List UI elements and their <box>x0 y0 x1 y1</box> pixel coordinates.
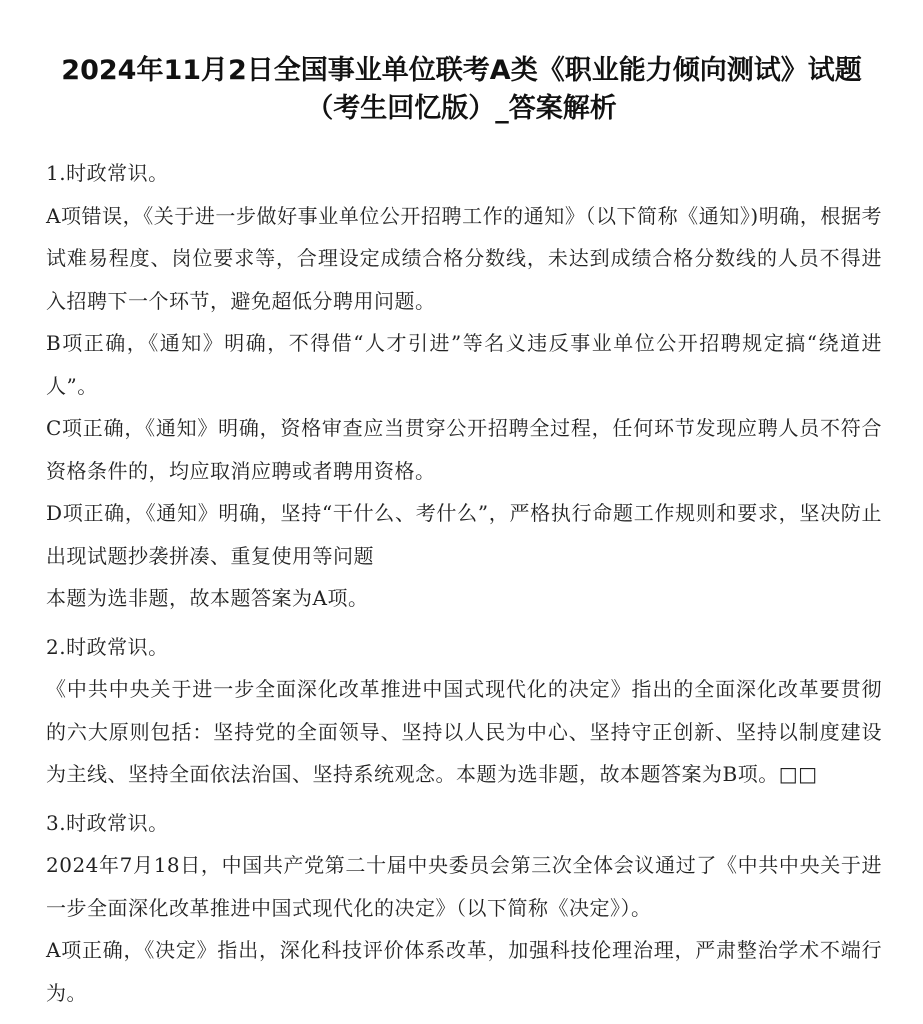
paragraph: 本题为选非题，故本题答案为A项。 <box>46 586 369 610</box>
document-body <box>46 152 882 1014</box>
section-1 <box>46 152 882 620</box>
paragraph: B项正确，《通知》明确，不得借“人才引进”等名义违反事业单位公开招聘规定搞“绕道进人”。 <box>46 331 882 398</box>
paragraph: C项正确，《通知》明确，资格审查应当贯穿公开招聘全过程，任何环节发现应聘人员不符合资格条件的，均应取消应聘或者聘用资格。 <box>46 416 882 483</box>
section-heading: 3.时政常识。 <box>46 810 169 835</box>
paragraph: A项错误，《关于进一步做好事业单位公开招聘工作的通知》（以下简称《通知》)明确，根据考试难易程度、岗位要求等，合理设定成绩合格分数线，未达到成绩合格分数线的人员不得进入招聘下一个环节，避免超低分聘用问题。 <box>46 203 882 313</box>
document-title: 2024年11月2日全国事业单位联考A类《职业能力倾向测试》试题（考生回忆版）_答案解析 <box>61 55 862 124</box>
paragraph: D项正确，《通知》明确，坚持“干什么、考什么”，严格执行命题工作规则和要求，坚决防止出现试题抄袭拼凑、重复使用等问题 <box>46 501 882 568</box>
paragraph: 2024年7月18日，中国共产党第二十届中央委员会第三次全体会议通过了《中共中央关于进一步全面深化改革推进中国式现代化的决定》（以下简称《决定》）。 <box>46 853 882 920</box>
section-heading: 1.时政常识。 <box>46 161 169 185</box>
section-heading: 2.时政常识。 <box>46 634 169 659</box>
paragraph: A项正确，《决定》指出，深化科技评价体系改革，加强科技伦理治理，严肃整治学术不端行为。 <box>46 938 882 1005</box>
section-2 <box>46 626 882 796</box>
paragraph: 《中共中央关于进一步全面深化改革推进中国式现代化的决定》指出的全面深化改革要贯彻的六大原则包括：坚持党的全面领导、坚持以人民为中心、坚持守正创新、坚持以制度建设为主线、坚持全面依法治国、坚持系统观念。本题为选非题，故本题答案为B项。□□ <box>46 677 882 786</box>
section-3 <box>46 802 882 1015</box>
